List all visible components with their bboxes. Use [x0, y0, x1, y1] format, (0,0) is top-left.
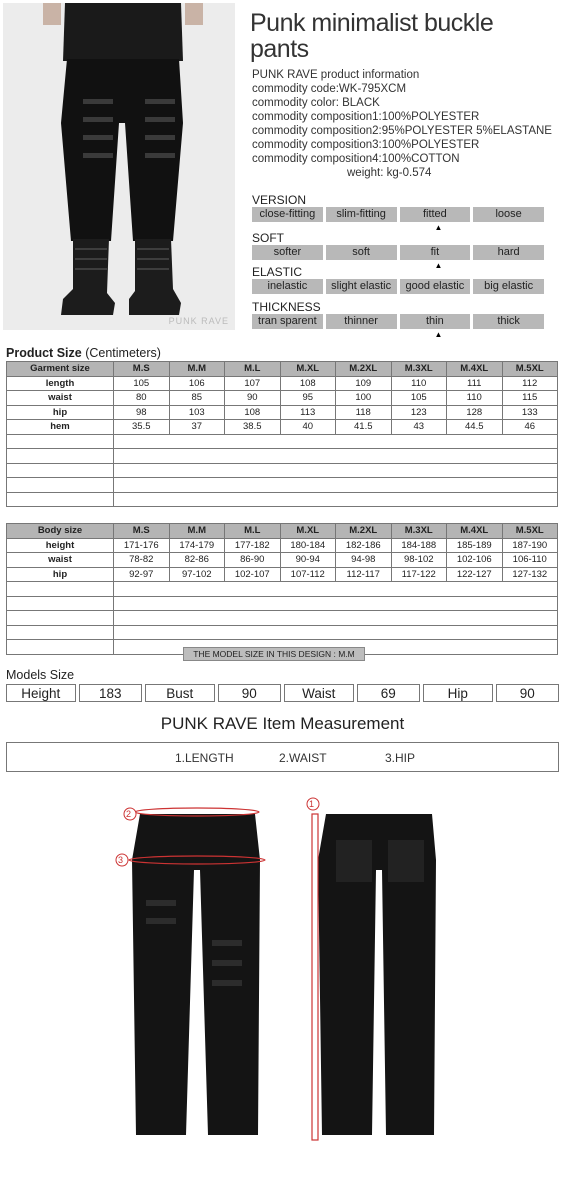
table-cell: length: [7, 376, 114, 391]
table-cell: M.M: [169, 362, 225, 377]
table-cell: 122-127: [447, 567, 503, 582]
scale-thickness: [252, 300, 544, 339]
table-cell: 38.5: [225, 420, 281, 435]
table-cell: 44.5: [447, 420, 503, 435]
scale-elastic: [252, 265, 544, 294]
empty-row: [7, 449, 558, 464]
empty-cell: [7, 611, 114, 626]
table-cell: 46: [502, 420, 558, 435]
table-cell: Body size: [7, 524, 114, 539]
table-cell: 82-86: [169, 553, 225, 568]
model-value: 90: [496, 684, 559, 702]
empty-cell: [114, 625, 558, 640]
table-cell: 133: [502, 405, 558, 420]
table-cell: 97-102: [169, 567, 225, 582]
selected-marker-icon: ▲: [434, 261, 443, 270]
measurement-item-hip: 3.HIP: [385, 751, 416, 765]
scale-option: slight elastic: [326, 279, 397, 294]
empty-cell: [114, 492, 558, 507]
table-cell: hip: [7, 567, 114, 582]
model-value: 183: [79, 684, 142, 702]
table-cell: 105: [114, 376, 170, 391]
empty-cell: [7, 478, 114, 493]
table-header-row: [7, 362, 558, 377]
product-size-heading: Product Size: [6, 346, 82, 360]
marker-2-label: 2: [126, 809, 132, 819]
measurement-item-length: 1.LENGTH: [175, 751, 234, 765]
scale-option: fit: [400, 245, 471, 260]
empty-cell: [114, 478, 558, 493]
scale-option: slim-fitting: [326, 207, 397, 222]
table-cell: 118: [336, 405, 392, 420]
info-composition-3: commodity composition3:100%POLYESTER: [252, 139, 480, 151]
info-composition-2: commodity composition2:95%POLYESTER 5%ELASTANE: [252, 125, 552, 137]
scale-label: VERSION: [252, 193, 307, 207]
table-cell: 90-94: [280, 553, 336, 568]
scale-label: ELASTIC: [252, 265, 303, 279]
model-key: Bust: [145, 684, 215, 702]
model-key: Hip: [423, 684, 493, 702]
table-cell: 106: [169, 376, 225, 391]
product-size-title: [6, 346, 161, 360]
table-cell: M.S: [114, 362, 170, 377]
info-color: commodity color: BLACK: [252, 97, 380, 109]
table-row: [7, 538, 558, 553]
empty-cell: [7, 596, 114, 611]
measurement-legend: [6, 742, 559, 772]
body-size-table: [6, 523, 558, 655]
table-row: [7, 553, 558, 568]
table-cell: 127-132: [502, 567, 558, 582]
scale-label: THICKNESS: [252, 300, 321, 314]
product-size-table: [6, 361, 558, 507]
table-cell: 90: [225, 391, 281, 406]
model-key: Waist: [284, 684, 354, 702]
table-cell: 41.5: [336, 420, 392, 435]
empty-row: [7, 434, 558, 449]
table-cell: M.2XL: [336, 524, 392, 539]
table-cell: 85: [169, 391, 225, 406]
info-heading: PUNK RAVE product information: [252, 69, 420, 81]
table-cell: 109: [336, 376, 392, 391]
pants-back-illustration: [307, 798, 436, 1140]
table-cell: height: [7, 538, 114, 553]
table-cell: 78-82: [114, 553, 170, 568]
table-cell: 103: [169, 405, 225, 420]
empty-cell: [114, 463, 558, 478]
scale-option: thinner: [326, 314, 397, 329]
measurement-item-waist: 2.WAIST: [279, 751, 327, 765]
table-cell: 86-90: [225, 553, 281, 568]
table-cell: 112: [502, 376, 558, 391]
table-cell: 102-107: [225, 567, 281, 582]
table-cell: M.4XL: [447, 524, 503, 539]
scale-option: fitted: [400, 207, 471, 222]
empty-cell: [7, 640, 114, 655]
table-header-row: [7, 524, 558, 539]
empty-cell: [114, 449, 558, 464]
table-cell: 102-106: [447, 553, 503, 568]
empty-cell: [7, 492, 114, 507]
table-cell: 113: [280, 405, 336, 420]
table-row: [7, 405, 558, 420]
table-cell: M.XL: [280, 524, 336, 539]
table-cell: 107-112: [280, 567, 336, 582]
info-code: commodity code:WK-795XCM: [252, 83, 407, 95]
table-cell: hip: [7, 405, 114, 420]
measurement-diagram: [100, 790, 480, 1145]
table-cell: M.4XL: [447, 362, 503, 377]
product-photo: [3, 3, 235, 330]
product-title: Punk minimalist buckle pants: [250, 9, 494, 63]
table-cell: 106-110: [502, 553, 558, 568]
empty-cell: [114, 434, 558, 449]
info-composition-4: commodity composition4:100%COTTON: [252, 153, 460, 165]
table-row: [7, 567, 558, 582]
table-cell: M.3XL: [391, 524, 447, 539]
table-cell: M.L: [225, 362, 281, 377]
empty-row: [7, 478, 558, 493]
scale-option: close-fitting: [252, 207, 323, 222]
table-cell: 187-190: [502, 538, 558, 553]
scale-option: big elastic: [473, 279, 544, 294]
model-pair-height: [6, 684, 142, 702]
table-cell: waist: [7, 391, 114, 406]
table-cell: 185-189: [447, 538, 503, 553]
table-cell: 95: [280, 391, 336, 406]
scale-option: inelastic: [252, 279, 323, 294]
table-cell: 105: [391, 391, 447, 406]
scale-option: good elastic: [400, 279, 471, 294]
empty-row: [7, 492, 558, 507]
model-size-note: THE MODEL SIZE IN THIS DESIGN : M.M: [183, 647, 365, 661]
table-cell: 37: [169, 420, 225, 435]
empty-cell: [7, 449, 114, 464]
marker-3-label: 3: [118, 855, 124, 865]
table-row: [7, 376, 558, 391]
product-info: [252, 68, 562, 180]
product-size-unit: (Centimeters): [85, 346, 161, 360]
table-cell: 182-186: [336, 538, 392, 553]
table-cell: 123: [391, 405, 447, 420]
scale-label: SOFT: [252, 231, 284, 245]
table-cell: 180-184: [280, 538, 336, 553]
marker-1-label: 1: [309, 799, 315, 809]
table-cell: M.3XL: [391, 362, 447, 377]
table-cell: 35.5: [114, 420, 170, 435]
table-cell: 108: [225, 405, 281, 420]
table-cell: 171-176: [114, 538, 170, 553]
table-cell: M.S: [114, 524, 170, 539]
photo-watermark: PUNK RAVE: [168, 316, 229, 326]
empty-row: [7, 625, 558, 640]
table-cell: M.L: [225, 524, 281, 539]
table-cell: 117-122: [391, 567, 447, 582]
empty-cell: [7, 582, 114, 597]
empty-cell: [7, 463, 114, 478]
empty-row: [7, 596, 558, 611]
scale-option: thin: [400, 314, 471, 329]
scale-option: tran sparent: [252, 314, 323, 329]
table-cell: 177-182: [225, 538, 281, 553]
table-cell: Garment size: [7, 362, 114, 377]
model-value: 90: [218, 684, 281, 702]
model-pair-waist: [284, 684, 420, 702]
table-cell: 115: [502, 391, 558, 406]
table-cell: 40: [280, 420, 336, 435]
model-pair-bust: [145, 684, 281, 702]
table-cell: 110: [391, 376, 447, 391]
model-pair-hip: [423, 684, 559, 702]
models-size-title: Models Size: [6, 668, 75, 682]
table-cell: 92-97: [114, 567, 170, 582]
table-cell: 107: [225, 376, 281, 391]
table-cell: M.2XL: [336, 362, 392, 377]
table-cell: 100: [336, 391, 392, 406]
empty-cell: [7, 434, 114, 449]
info-weight: weight: kg-0.574: [347, 167, 432, 179]
table-cell: 112-117: [336, 567, 392, 582]
scale-option: hard: [473, 245, 544, 260]
empty-row: [7, 582, 558, 597]
table-cell: waist: [7, 553, 114, 568]
scale-option: loose: [473, 207, 544, 222]
pants-front-illustration: [116, 808, 265, 1135]
info-composition-1: commodity composition1:100%POLYESTER: [252, 111, 480, 123]
table-cell: M.XL: [280, 362, 336, 377]
model-key: Height: [6, 684, 76, 702]
table-cell: M.5XL: [502, 362, 558, 377]
table-cell: 94-98: [336, 553, 392, 568]
empty-cell: [114, 596, 558, 611]
empty-row: [7, 611, 558, 626]
table-cell: 174-179: [169, 538, 225, 553]
models-size-row: [6, 684, 559, 702]
table-cell: 80: [114, 391, 170, 406]
table-row: [7, 391, 558, 406]
table-cell: 111: [447, 376, 503, 391]
table-cell: M.M: [169, 524, 225, 539]
table-cell: 110: [447, 391, 503, 406]
empty-row: [7, 463, 558, 478]
table-cell: 98: [114, 405, 170, 420]
table-cell: 108: [280, 376, 336, 391]
selected-marker-icon: ▲: [434, 330, 443, 339]
model-value: 69: [357, 684, 420, 702]
table-cell: hem: [7, 420, 114, 435]
table-cell: 184-188: [391, 538, 447, 553]
table-cell: 43: [391, 420, 447, 435]
selected-marker-icon: ▲: [434, 223, 443, 232]
empty-cell: [114, 611, 558, 626]
scale-version: [252, 193, 544, 232]
measurement-title: PUNK RAVE Item Measurement: [160, 714, 405, 733]
scale-option: thick: [473, 314, 544, 329]
table-cell: 98-102: [391, 553, 447, 568]
table-cell: 128: [447, 405, 503, 420]
scale-option: soft: [326, 245, 397, 260]
scale-option: softer: [252, 245, 323, 260]
table-row: [7, 420, 558, 435]
empty-cell: [114, 582, 558, 597]
table-cell: M.5XL: [502, 524, 558, 539]
empty-cell: [7, 625, 114, 640]
